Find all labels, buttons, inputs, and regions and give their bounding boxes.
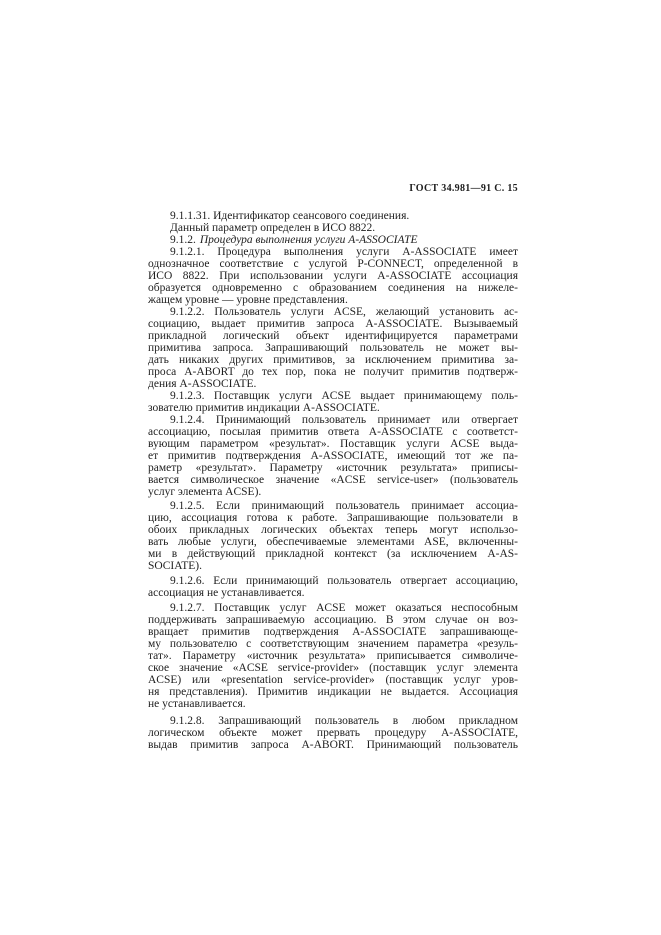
text-line: вать любые услуги, обеспечиваемые элементами ASE, включенны-	[148, 536, 518, 548]
text-line: однозначное соответствие с услугой P-CONNECT, определенной в	[148, 258, 518, 270]
text-line: 9.1.2.8. Запрашивающий пользователь в любом прикладном	[170, 715, 518, 727]
text-line: 9.1.2.2. Пользователь услуги ACSE, желающий установить ас-	[170, 306, 518, 318]
text-line: ми в действующий прикладной контекст (за исключением A-AS-	[148, 548, 518, 560]
text-line: вующим параметром «результат». Поставщик услуги ACSE выда-	[148, 438, 518, 450]
text-line: ACSE) или «presentation service-provider» (поставщик услуг уров-	[148, 674, 518, 686]
text-line: проса A-ABORT до тех пор, пока не получит примитив подтверж-	[148, 366, 518, 378]
paragraph-9-1-2-6	[148, 575, 518, 599]
heading-line	[148, 234, 518, 246]
text-line: 9.1.2.6. Если принимающий пользователь отвергает ассоциацию,	[170, 575, 518, 587]
section-number: 9.1.2.	[170, 234, 196, 246]
text-line: логическом объекте может прервать процедуру A-ASSOCIATE,	[148, 727, 518, 739]
section-title: Процедура выполнения услуги A-ASSOCIATE	[199, 234, 418, 246]
text-line: ет примитив подтверждения A-ASSOCIATE, имеющий тот же па-	[148, 450, 518, 462]
text-line: образуется одновременно с образованием соединения на нижеле-	[148, 282, 518, 294]
text-line: вается символическое значение «ACSE service-user» (пользователь	[148, 474, 518, 486]
paragraph-reference-iso-8822	[148, 222, 518, 234]
text-line: не устанавливается.	[148, 698, 246, 710]
text-line: прикладной логический объект идентифицируется параметрами	[148, 330, 518, 342]
text-line: вращает примитив подтверждения A-ASSOCIATE запрашивающе-	[148, 626, 518, 638]
paragraph-9-1-1-31	[148, 210, 518, 222]
paragraph-9-1-2-7	[148, 602, 518, 710]
text-line: 9.1.2.4. Принимающий пользователь принимает или отвергает	[170, 414, 518, 426]
text-column	[148, 210, 518, 751]
text-line: Данный параметр определен в ИСО 8822.	[170, 222, 376, 234]
text-line: поддерживать запрашиваемую ассоциацию. В этом случае он воз-	[148, 614, 518, 626]
text-line: дения A-ASSOCIATE.	[148, 378, 257, 390]
text-line: примитива запроса. Запрашивающий пользователь не может вы-	[148, 342, 518, 354]
paragraph-9-1-2-8	[148, 715, 518, 751]
text-line: 9.1.1.31. Идентификатор сеансового соединения.	[170, 210, 410, 222]
text-line: 9.1.2.7. Поставщик услуг ACSE может оказаться неспособным	[170, 602, 518, 614]
text-line: 9.1.2.3. Поставщик услуги ACSE выдает принимающему поль-	[170, 390, 518, 402]
text-line: тат». Параметру «источник результата» приписывается символиче-	[148, 650, 518, 662]
text-line: цию, ассоциация готова к работе. Запрашивающие пользователи в	[148, 512, 518, 524]
text-line: жащем уровне — уровне представления.	[148, 294, 348, 306]
section-heading-9-1-2	[148, 234, 518, 246]
text-line: 9.1.2.5. Если принимающий пользователь принимает ассоциа-	[170, 500, 518, 512]
text-line: му пользователю с соответствующим значением параметра «резуль-	[148, 638, 518, 650]
text-line: раметр «результат». Параметру «источник результата» приписы-	[148, 462, 518, 474]
text-line: ассоциация не устанавливается.	[148, 587, 305, 599]
paragraph-9-1-2-3	[148, 390, 518, 414]
running-header: ГОСТ 34.981—91 С. 15	[409, 183, 518, 194]
text-line: ИСО 8822. При использовании услуги A-ASSOCIATE ассоциация	[148, 270, 518, 282]
text-line: выдав примитив запроса A-ABORT. Принимающий пользователь	[148, 739, 518, 751]
text-line: услуг элемента ACSE).	[148, 486, 262, 498]
text-line: ассоциацию, посылая примитив ответа A-ASSOCIATE с соответст-	[148, 426, 518, 438]
paragraph-9-1-2-5	[148, 500, 518, 572]
paragraph-9-1-2-2	[148, 306, 518, 390]
text-line: ское значение «ACSE service-provider» (поставщик услуг элемента	[148, 662, 518, 674]
text-line: обоих прикладных логических объектах теперь могут использо-	[148, 524, 518, 536]
paragraph-9-1-2-4	[148, 414, 518, 498]
text-line: дать никаких других примитивов, за исключением примитива за-	[148, 354, 518, 366]
text-line: зователю примитив индикации A-ASSOCIATE.	[148, 402, 380, 414]
text-line: 9.1.2.1. Процедура выполнения услуги A-ASSOCIATE имеет	[170, 246, 518, 258]
text-line: SOCIATE).	[148, 560, 202, 572]
text-line: социацию, выдает примитив запроса A-ASSOCIATE. Вызываемый	[148, 318, 518, 330]
paragraph-9-1-2-1	[148, 246, 518, 306]
text-line: ня представления). Примитив индикации не выдается. Ассоциация	[148, 686, 518, 698]
